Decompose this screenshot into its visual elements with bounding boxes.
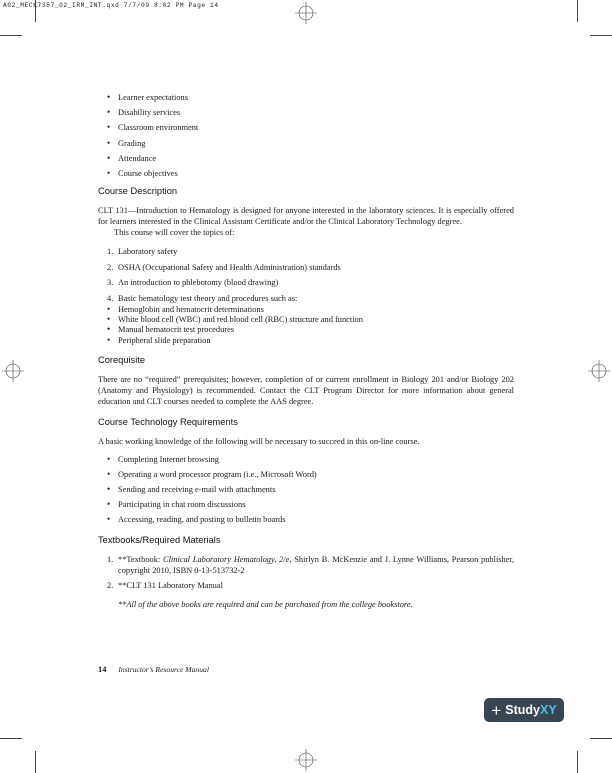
- textbook-details: Shirlyn B. McKenzie and J. Lynne Williams, Pearson publisher, copyright 2010, ISBN 0-13-513732-2: [118, 555, 514, 576]
- list-item: • Operating a word processor program (i.e., Microsoft Word): [98, 469, 514, 484]
- list-item: • Sending and receiving e-mail with attachments: [98, 484, 514, 499]
- footer-title: Instructor’s Resource Manual: [118, 665, 209, 674]
- page-number: 14: [98, 665, 107, 674]
- badge-xy-text: XY: [539, 703, 557, 717]
- crop-mark-bottom-right-h: [590, 738, 612, 739]
- registration-mark-top-icon: [295, 2, 317, 24]
- badge-study-text: Study: [505, 703, 540, 717]
- crop-mark-top-right-h: [590, 35, 612, 36]
- topic-number: 4.: [107, 293, 114, 303]
- topic-number: 1.: [107, 247, 114, 257]
- list-item: • Peripheral slide preparation: [98, 335, 514, 345]
- intro-bullet-list: [98, 92, 514, 183]
- textbook-title: Clinical Laboratory Hematology, 2/e,: [163, 555, 292, 565]
- studyxy-badge[interactable]: [484, 698, 564, 722]
- crop-mark-bottom-right-v: [577, 751, 578, 773]
- crop-mark-top-right-v: [577, 0, 578, 22]
- crop-mark-bottom-left-v: [35, 751, 36, 773]
- textbook-prefix: **Textbook:: [118, 555, 164, 565]
- topic-number: 2.: [107, 262, 114, 272]
- list-item: • Course objectives: [98, 168, 514, 183]
- tech-intro: A basic working knowledge of the following will be necessary to succeed in this on-line course.: [98, 437, 420, 447]
- textbooks-note-text: **All of the above books are required and can be purchased from the college bookstore.: [118, 600, 413, 610]
- topic-text: Laboratory safety: [118, 247, 178, 257]
- list-item: • Attendance: [98, 153, 514, 168]
- print-slug: A02_MECK7357_02_IRM_INT.qxd 7/7/09 8:02 PM Page 14: [3, 2, 219, 9]
- textbook-number: 2.: [107, 581, 114, 591]
- topics-intro: This course will cover the topics of:: [114, 228, 235, 238]
- list-item: • Disability services: [98, 107, 514, 122]
- list-item: • Completing Internet browsing: [98, 454, 514, 469]
- topic-text: An introduction to phlebotomy (blood drawing): [118, 278, 279, 288]
- list-item: • Grading: [98, 138, 514, 153]
- topic-number: 3.: [107, 278, 114, 288]
- list-item: [98, 580, 514, 591]
- textbook-number: 1.: [107, 555, 114, 565]
- list-item: • Participating in chat room discussions: [98, 499, 514, 514]
- list-item: [98, 554, 514, 576]
- topic-text: Basic hematology test theory and procedures such as:: [118, 293, 298, 303]
- topics-list: [98, 246, 514, 345]
- page-content: [98, 92, 514, 610]
- list-item: [98, 246, 514, 257]
- textbooks-list: [98, 554, 514, 591]
- corequisite-paragraph: There are no “required” prerequisites; however, completion of or current enrollment in Biology 201 and/or Biology 202 (Anatomy and Physiology) is recommended. Contact the CLT Program Director for more information about general education and CLT courses needed to complete the AAS degree.: [98, 375, 514, 407]
- textbook-text: **CLT 131 Laboratory Manual: [118, 581, 223, 591]
- subtopics-list: [98, 304, 514, 346]
- crop-mark-top-left-h: [0, 35, 22, 36]
- plus-icon: +: [491, 700, 502, 720]
- course-description-paragraph: CLT 131—Introduction to Hematology is designed for anyone interested in the laboratory sciences. It is especially offered for learners interested in the Clinical Assistant Certificate and/or the Clinical Laboratory Technology degree.: [98, 206, 514, 227]
- list-item: • Learner expectations: [98, 92, 514, 107]
- list-item: • White blood cell (WBC) and red blood cell (RBC) structure and function: [98, 314, 514, 324]
- textbooks-note: [98, 599, 514, 610]
- list-item: • Manual hematocrit test procedures: [98, 324, 514, 334]
- tech-list: [98, 454, 514, 529]
- topic-text: OSHA (Occupational Safety and Health Administration) standards: [118, 262, 341, 272]
- tech-requirements-heading: Course Technology Requirements: [98, 417, 238, 428]
- crop-mark-bottom-left-h: [0, 738, 22, 739]
- list-item: [98, 262, 514, 273]
- page-footer: [98, 665, 209, 674]
- crop-mark-top-left-v: [35, 0, 36, 22]
- list-item: • Classroom environment: [98, 122, 514, 137]
- registration-mark-bottom-icon: [295, 749, 317, 771]
- list-item: [98, 293, 514, 346]
- textbooks-heading: Textbooks/Required Materials: [98, 535, 221, 546]
- list-item: [98, 277, 514, 288]
- registration-mark-right-icon: [588, 360, 610, 382]
- list-item: • Accessing, reading, and posting to bulletin boards: [98, 514, 514, 529]
- list-item: • Hemoglobin and hematocrit determinations: [98, 304, 514, 314]
- registration-mark-left-icon: [2, 360, 24, 382]
- corequisite-heading: Corequisite: [98, 355, 146, 366]
- course-description-heading: Course Description: [98, 186, 178, 197]
